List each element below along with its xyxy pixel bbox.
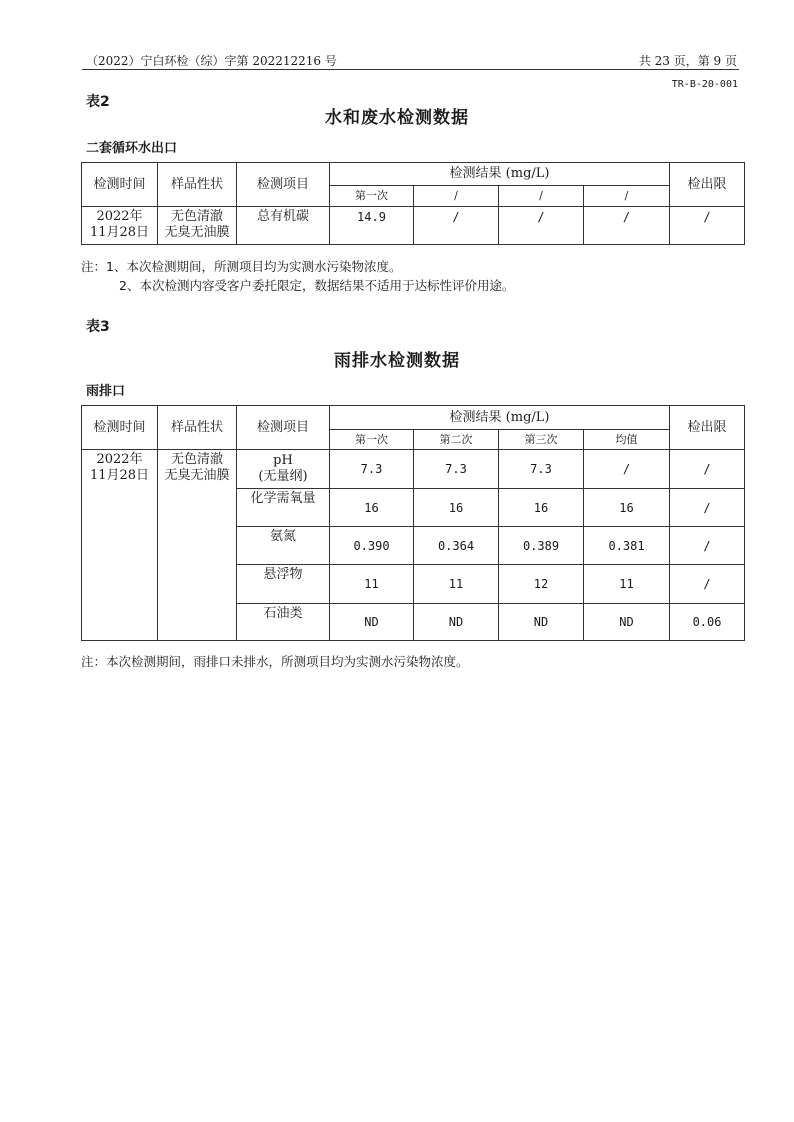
table3-label: 表3: [86, 319, 110, 335]
col-header-sample: 样品性状: [158, 406, 237, 450]
result-1: 14.9: [330, 207, 414, 245]
detection-limit: /: [670, 489, 745, 527]
result-4: /: [584, 207, 670, 245]
header-divider: [82, 69, 739, 70]
table2-note-1: 注：1、本次检测期间，所测项目均为实测水污染物浓度。: [81, 259, 402, 274]
result-mean: ND: [584, 604, 670, 641]
table3-note: 注：本次检测期间，雨排口未排水，所测项目均为实测水污染物浓度。: [81, 654, 469, 669]
result-mean: 16: [584, 489, 670, 527]
test-date: 2022年 11月28日: [82, 207, 158, 245]
detection-limit: /: [670, 450, 745, 489]
result-2: 11: [414, 565, 499, 604]
sub-header-3: /: [499, 186, 584, 207]
test-item: 悬浮物: [237, 565, 330, 604]
sample-property: 无色清澈 无臭无油膜: [158, 450, 237, 641]
col-header-limit: 检出限: [670, 406, 745, 450]
test-item: 总有机碳: [237, 207, 330, 245]
result-3: 7.3: [499, 450, 584, 489]
sub-header-4: /: [584, 186, 670, 207]
result-mean: 0.381: [584, 527, 670, 565]
col-header-sample: 样品性状: [158, 163, 237, 207]
table2-note-2: 2、本次检测内容受客户委托限定，数据结果不适用于达标性评价用途。: [119, 278, 515, 293]
table2-grid: [81, 162, 745, 245]
test-item: 氨氮: [237, 527, 330, 565]
table3-grid: [81, 405, 745, 641]
result-mean: /: [584, 450, 670, 489]
result-2: 0.364: [414, 527, 499, 565]
detection-limit: /: [670, 207, 745, 245]
sub-header-3: 第三次: [499, 430, 584, 450]
report-number: （2022）宁白环检（综）字第 202212216 号: [86, 54, 337, 68]
result-1: 16: [330, 489, 414, 527]
col-header-limit: 检出限: [670, 163, 745, 207]
detection-limit: 0.06: [670, 604, 745, 641]
test-item: pH (无量纲): [237, 450, 330, 489]
table2-label: 表2: [86, 94, 110, 110]
result-1: 0.390: [330, 527, 414, 565]
result-1: 11: [330, 565, 414, 604]
test-item: 化学需氧量: [237, 489, 330, 527]
sub-header-4: 均值: [584, 430, 670, 450]
result-3: 0.389: [499, 527, 584, 565]
sample-property: 无色清澈 无臭无油膜: [158, 207, 237, 245]
table-row: [82, 207, 745, 245]
test-item: 石油类: [237, 604, 330, 641]
table2-title: 水和废水检测数据: [325, 108, 469, 128]
result-2: 16: [414, 489, 499, 527]
result-3: ND: [499, 604, 584, 641]
table2-location: 二套循环水出口: [86, 141, 178, 156]
sub-header-1: 第一次: [330, 430, 414, 450]
result-3: 16: [499, 489, 584, 527]
col-header-result: 检测结果 (mg/L): [330, 163, 670, 186]
detection-limit: /: [670, 565, 745, 604]
result-1: 7.3: [330, 450, 414, 489]
col-header-time: 检测时间: [82, 406, 158, 450]
page-info: 共 23 页，第 9 页: [638, 54, 737, 68]
result-2: ND: [414, 604, 499, 641]
result-2: /: [414, 207, 499, 245]
table3-location: 雨排口: [86, 384, 126, 399]
detection-limit: /: [670, 527, 745, 565]
col-header-item: 检测项目: [237, 406, 330, 450]
result-1: ND: [330, 604, 414, 641]
result-3: 12: [499, 565, 584, 604]
col-header-item: 检测项目: [237, 163, 330, 207]
col-header-result: 检测结果 (mg/L): [330, 406, 670, 430]
table-row: [82, 450, 745, 489]
form-code: TR-B-20-001: [671, 79, 738, 90]
table3-title: 雨排水检测数据: [334, 351, 460, 371]
result-mean: 11: [584, 565, 670, 604]
result-3: /: [499, 207, 584, 245]
sub-header-1: 第一次: [330, 186, 414, 207]
result-2: 7.3: [414, 450, 499, 489]
test-date: 2022年 11月28日: [82, 450, 158, 641]
sub-header-2: 第二次: [414, 430, 499, 450]
sub-header-2: /: [414, 186, 499, 207]
col-header-time: 检测时间: [82, 163, 158, 207]
